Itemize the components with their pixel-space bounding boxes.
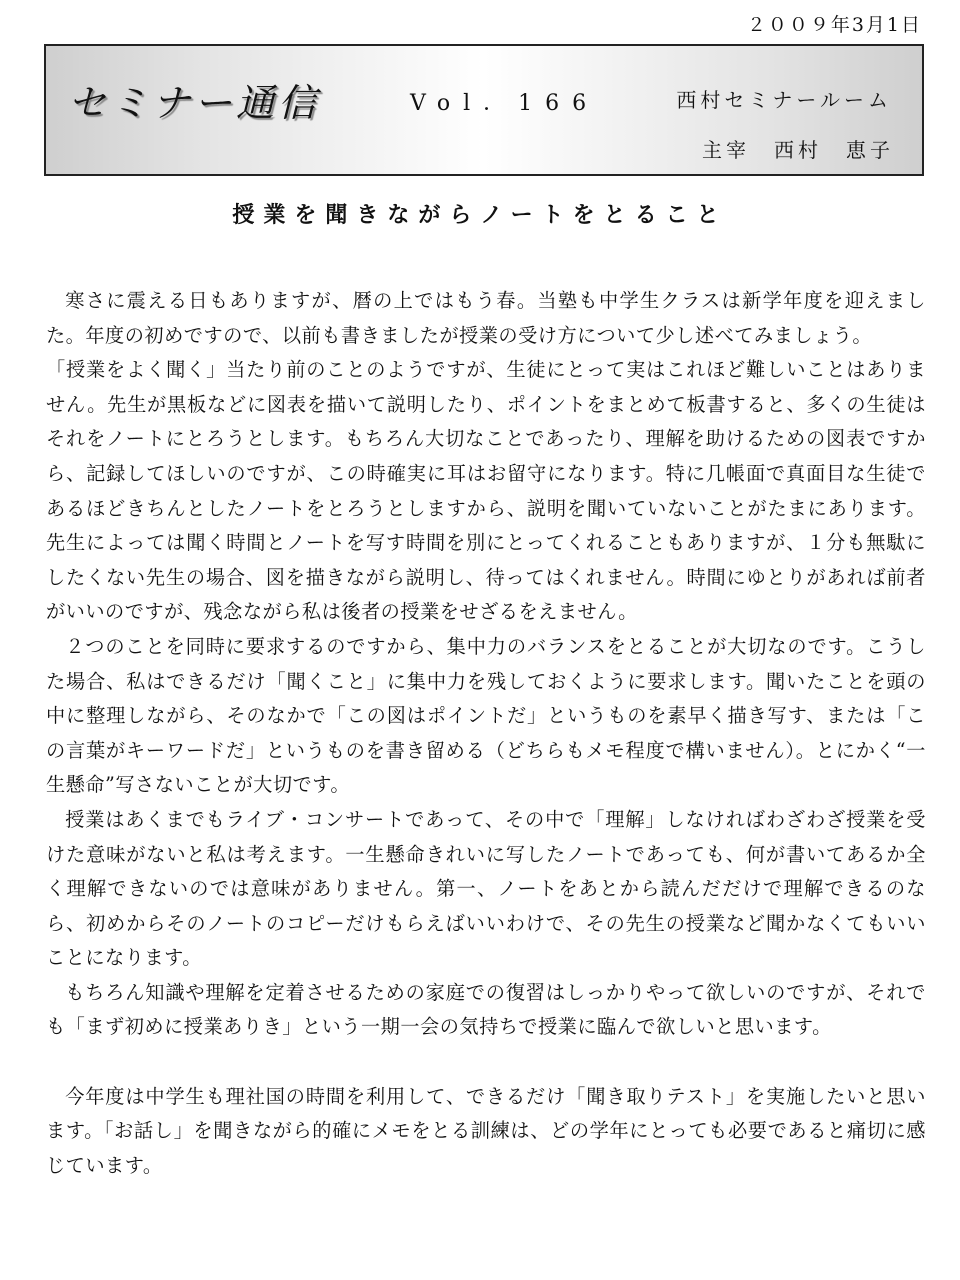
article-paragraph: 「授業をよく聞く」当たり前のことのようですが、生徒にとって実はこれほど難しいことはありません。先生が黒板などに図表を描いて説明したり、ポイントをまとめて板書すると、多くの生徒はそれをノートにとろうとします。もちろん大切なことであったり、理解を助けるための図表ですから、記録してほしいのですが、この時確実に耳はお留守になります。特に几帳面で真面目な生徒であるほどきちんとしたノートをとろうとしますから、説明を聞いていないことがたまにあります。先生によっては聞く時間とノートを写す時間を別にとってくれることもありますが、１分も無駄にしたくない先生の場合、図を描きながら説明し、待ってはくれません。時間にゆとりがあれば前者がいいのですが、残念ながら私は後者の授業をせざるをえません。 [46,358,926,624]
article-paragraph: 授業はあくまでもライブ・コンサートであって、その中で「理解」しなければわざわざ授業を受けた意味がないと私は考えます。一生懸命きれいに写したノートであっても、何が書いてあるか全く理解できないのでは意味がありません。第一、ノートをあとから読んだだけで理解できるのなら、初めからそのノートのコピーだけもらえばいいわけで、その先生の授業など聞かなくてもいいことになります。 [46,807,926,970]
article-paragraph: 今年度は中学生も理社国の時間を利用して、できるだけ「聞き取りテスト」を実施したいと思います。「お話し」を聞きながら的確にメモをとる訓練は、どの学年にとっても必要であると痛切に感じています。 [46,1084,926,1177]
newsletter-title: セミナー通信 [68,81,321,125]
owner-name: 主宰 西村 恵子 [702,138,894,162]
article-body [46,284,926,1183]
article-paragraph: ２つのことを同時に要求するのですから、集中力のバランスをとることが大切なのです。こうした場合、私はできるだけ「聞くこと」に集中力を残しておくように要求します。聞いたことを頭の中に整理しながら、そのなかで「この図はポイントだ」というものを素早く描き写す、または「この言葉がキーワードだ」というものを書き留める（どちらもメモ程度で構いません）。とにかく“一生懸命”写さないことが大切です。 [46,634,926,797]
masthead [44,44,924,176]
article-title: 授業を聞きながらノートをとること [232,203,728,228]
article-paragraph: 寒さに震える日もありますが、暦の上ではもう春。当塾も中学生クラスは新学年度を迎えました。年度の初めですので、以前も書きましたが授業の受け方について少し述べてみましょう。 [46,289,926,347]
article-paragraph: もちろん知識や理解を定着させるための家庭での復習はしっかりやって欲しいのですが、それでも「まず初めに授業ありき」という一期一会の気持ちで授業に臨んで欲しいと思います。 [46,980,926,1039]
volume-number: Vol．166 [410,91,600,116]
issue-date: ２００９年3月1日 [746,14,922,36]
organization-name: 西村セミナールーム [676,88,892,112]
